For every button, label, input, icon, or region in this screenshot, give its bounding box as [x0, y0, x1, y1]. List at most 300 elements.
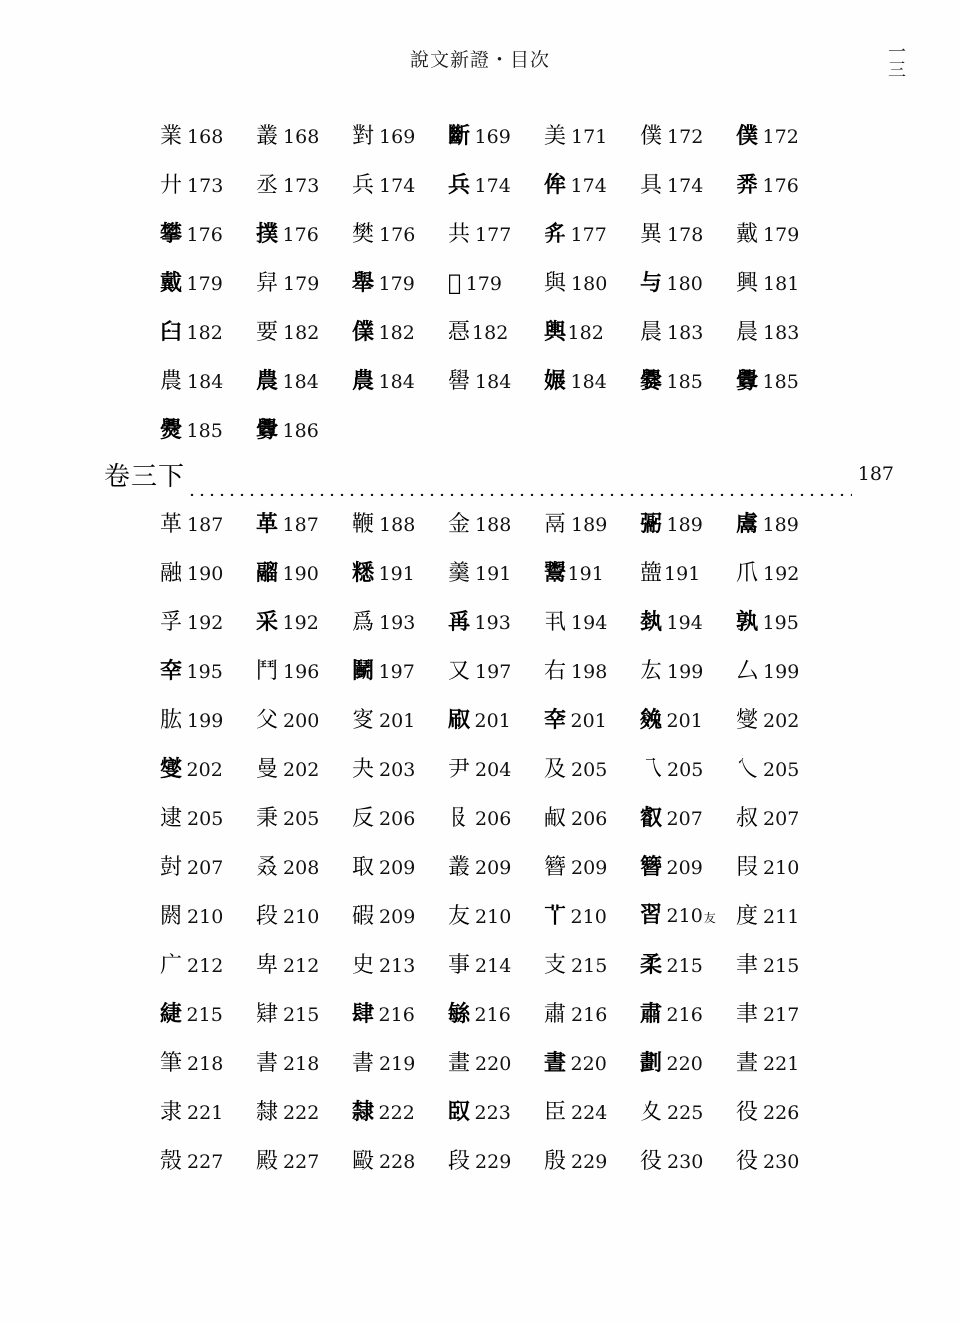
- entry-page-number: 172: [762, 126, 799, 148]
- entry-glyph: 鬭: [352, 658, 374, 684]
- toc-entry[interactable]: [640, 222, 736, 248]
- toc-row: [160, 308, 832, 357]
- toc-entry[interactable]: [160, 561, 256, 587]
- entry-page-number: 172: [667, 125, 704, 148]
- toc-entry[interactable]: [544, 1050, 640, 1077]
- toc-entry[interactable]: [448, 609, 544, 636]
- entry-glyph: 叚: [736, 854, 759, 880]
- toc-entry[interactable]: [640, 609, 736, 636]
- toc-entry[interactable]: [448, 270, 544, 297]
- toc-entry[interactable]: [448, 512, 544, 538]
- entry-page-number: 179: [186, 273, 223, 295]
- toc-entry[interactable]: [352, 173, 448, 199]
- toc-row: [160, 647, 832, 696]
- entry-glyph: 毆: [352, 1148, 375, 1174]
- toc-entry[interactable]: [256, 417, 352, 444]
- entry-glyph: 卑: [256, 952, 279, 978]
- toc-entry[interactable]: [736, 123, 832, 150]
- entry-glyph: 䊝: [352, 560, 374, 586]
- entry-glyph: 肅: [544, 1001, 567, 1027]
- entry-glyph: 及: [544, 756, 567, 782]
- entry-glyph: 聿: [736, 952, 759, 978]
- toc-entry[interactable]: [160, 173, 256, 199]
- toc-entry[interactable]: [352, 806, 448, 832]
- entry-page-number: 217: [763, 1003, 800, 1026]
- toc-entry[interactable]: [352, 1149, 448, 1175]
- entry-glyph: 度: [736, 903, 759, 929]
- entry-page-number: 207: [666, 808, 703, 830]
- entry-glyph: 興: [736, 270, 759, 296]
- entry-page-number: 229: [475, 1150, 512, 1173]
- volume-label: 卷三下: [104, 461, 186, 492]
- entry-page-number: 178: [667, 223, 704, 246]
- entry-glyph: 䋣: [448, 1001, 470, 1027]
- toc-entry[interactable]: [544, 757, 640, 783]
- toc-entry[interactable]: [640, 173, 736, 199]
- entry-page-number: 228: [379, 1150, 416, 1173]
- toc-entry[interactable]: [736, 561, 832, 587]
- toc-entry[interactable]: [448, 904, 544, 930]
- toc-entry[interactable]: [448, 1051, 544, 1077]
- entry-page-number: 176: [762, 175, 799, 197]
- entry-glyph: 燮: [160, 756, 182, 782]
- entry-glyph: 㸑: [160, 417, 182, 443]
- entry-glyph: 㚔: [544, 707, 566, 733]
- toc-entry[interactable]: [256, 1051, 352, 1077]
- toc-entry[interactable]: [640, 270, 736, 297]
- toc-entry[interactable]: [544, 1100, 640, 1126]
- toc-entry[interactable]: [736, 1149, 832, 1175]
- toc-entry[interactable]: [544, 903, 640, 930]
- toc-entry[interactable]: [736, 806, 832, 832]
- entry-page-number: 220: [570, 1053, 607, 1075]
- toc-entry[interactable]: [448, 172, 544, 199]
- entry-glyph: 斷: [448, 123, 470, 149]
- toc-entry[interactable]: [544, 953, 640, 979]
- entry-glyph: 異: [640, 221, 663, 247]
- toc-entry[interactable]: [256, 1149, 352, 1175]
- entry-glyph: 燮: [736, 707, 759, 733]
- entry-glyph: 美: [544, 123, 567, 149]
- entry-page-number: 216: [378, 1004, 415, 1026]
- entry-page-number: 203: [379, 758, 416, 781]
- toc-entry[interactable]: [256, 511, 352, 538]
- entry-page-number: 189: [762, 514, 799, 536]
- toc-entry[interactable]: [160, 855, 256, 881]
- toc-entry[interactable]: [352, 1051, 448, 1077]
- toc-entry[interactable]: [640, 1001, 736, 1028]
- toc-entry[interactable]: [256, 953, 352, 979]
- entry-glyph: 夊: [640, 1099, 663, 1125]
- toc-row: [160, 259, 832, 308]
- entry-page-number: 168: [283, 125, 320, 148]
- toc-entry[interactable]: [736, 659, 832, 685]
- toc-row: [160, 941, 832, 990]
- entry-glyph: 革: [160, 511, 183, 537]
- entry-glyph: 右: [544, 658, 567, 684]
- toc-entry[interactable]: [352, 222, 448, 248]
- entry-glyph: 与: [640, 270, 662, 296]
- entry-glyph: 業: [160, 123, 183, 149]
- toc-entry[interactable]: [160, 1100, 256, 1126]
- toc-entry[interactable]: [352, 1001, 448, 1028]
- entry-glyph: 金: [448, 511, 471, 537]
- toc-entry[interactable]: [448, 855, 544, 881]
- toc-row: [160, 1039, 832, 1088]
- entry-page-number: 185: [762, 371, 799, 393]
- toc-entry[interactable]: [448, 806, 544, 832]
- entry-page-number: 179: [763, 223, 800, 246]
- toc-entry[interactable]: [736, 855, 832, 881]
- toc-entry[interactable]: [160, 512, 256, 538]
- toc-entry[interactable]: [448, 659, 544, 685]
- entry-glyph: 晝: [736, 1050, 759, 1076]
- toc-entry[interactable]: [352, 368, 448, 395]
- toc-entry[interactable]: [640, 561, 736, 587]
- toc-entry[interactable]: [352, 610, 448, 636]
- folio-number: 一三: [885, 42, 906, 78]
- entry-page-number: 182: [186, 322, 223, 344]
- toc-entry[interactable]: [544, 560, 640, 587]
- entry-page-number: 202: [283, 758, 320, 781]
- entry-page-number: 176: [379, 223, 416, 246]
- toc-entry[interactable]: [736, 172, 832, 199]
- entry-glyph: 柔: [640, 952, 662, 978]
- toc-entry[interactable]: [256, 368, 352, 395]
- entry-glyph: 筆: [160, 1050, 183, 1076]
- entry-glyph: 夬: [352, 756, 375, 782]
- toc-entry[interactable]: [736, 609, 832, 636]
- entry-page-number: 192: [282, 612, 319, 634]
- toc-entry[interactable]: [640, 320, 736, 346]
- entry-glyph: 𦥛: [448, 270, 461, 296]
- toc-entry[interactable]: [160, 806, 256, 832]
- toc-entry[interactable]: [544, 1002, 640, 1028]
- toc-entry[interactable]: [544, 172, 640, 199]
- entry-page-number: 224: [571, 1101, 608, 1124]
- toc-entry[interactable]: [448, 953, 544, 979]
- entry-glyph: 晨: [640, 319, 663, 345]
- entry-glyph: 具: [640, 172, 663, 198]
- toc-entry[interactable]: [640, 757, 736, 783]
- entry-glyph: 采: [256, 609, 278, 635]
- entry-glyph: 史: [352, 952, 375, 978]
- entry-glyph: 乁: [640, 756, 663, 782]
- toc-entry[interactable]: [256, 560, 352, 587]
- toc-entry[interactable]: [160, 610, 256, 636]
- entry-glyph: 殼: [160, 1148, 183, 1174]
- toc-entry[interactable]: [256, 271, 352, 297]
- entry-page-number: 205: [763, 758, 800, 781]
- entry-page-number: 194: [666, 612, 703, 634]
- toc-entry[interactable]: [640, 1100, 736, 1126]
- entry-page-number: 199: [763, 660, 800, 683]
- entry-glyph: 叒: [256, 854, 279, 880]
- toc-row: [160, 696, 832, 745]
- entry-page-number: 195: [762, 612, 799, 634]
- toc-entry[interactable]: [448, 1001, 544, 1028]
- toc-entry[interactable]: [544, 124, 640, 150]
- toc-entry[interactable]: [256, 1002, 352, 1028]
- toc-grid-lower: [160, 500, 832, 1186]
- entry-page-number: 226: [763, 1101, 800, 1124]
- toc-entry[interactable]: [544, 610, 640, 636]
- toc-entry[interactable]: [160, 1051, 256, 1077]
- toc-entry[interactable]: [256, 221, 352, 248]
- entry-glyph: 攀: [160, 221, 182, 247]
- entry-page-number: 209: [571, 856, 608, 879]
- entry-page-number: 229: [571, 1150, 608, 1173]
- entry-glyph: 役: [736, 1099, 759, 1125]
- toc-entry[interactable]: [256, 1100, 352, 1126]
- entry-page-number: 184: [187, 370, 224, 393]
- toc-entry[interactable]: [544, 512, 640, 538]
- entry-page-number: 190: [187, 562, 224, 585]
- toc-entry[interactable]: [640, 659, 736, 685]
- toc-entry[interactable]: [448, 369, 544, 395]
- toc-entry[interactable]: [256, 806, 352, 832]
- entry-glyph: 簪: [640, 854, 662, 880]
- entry-page-number: 205: [283, 807, 320, 830]
- toc-entry[interactable]: [352, 904, 448, 930]
- toc-entry[interactable]: [640, 124, 736, 150]
- toc-entry[interactable]: [640, 368, 736, 395]
- toc-entry[interactable]: [736, 271, 832, 297]
- toc-entry[interactable]: [736, 320, 832, 346]
- entry-page-number: 230: [667, 1150, 704, 1173]
- toc-entry[interactable]: [352, 512, 448, 538]
- entry-page-number: 222: [283, 1101, 320, 1124]
- toc-entry[interactable]: [352, 708, 448, 734]
- toc-entry[interactable]: [640, 805, 736, 832]
- toc-entry[interactable]: [640, 707, 736, 734]
- entry-page-number: 189: [666, 514, 703, 536]
- toc-entry[interactable]: [448, 123, 544, 150]
- entry-page-number: 216: [474, 1004, 511, 1026]
- toc-entry[interactable]: [736, 1051, 832, 1077]
- entry-glyph: 臣: [544, 1099, 567, 1125]
- toc-entry[interactable]: [352, 270, 448, 297]
- entry-page-number: 213: [379, 954, 416, 977]
- toc-entry[interactable]: [160, 221, 256, 248]
- entry-glyph: 𢍏: [736, 172, 758, 198]
- entry-glyph: 舉: [352, 270, 374, 296]
- entry-glyph: 尹: [448, 756, 471, 782]
- entry-page-number: 206: [379, 807, 416, 830]
- toc-entry[interactable]: [448, 561, 544, 587]
- toc-entry[interactable]: [544, 221, 640, 248]
- entry-page-number: 197: [378, 661, 415, 683]
- entry-page-number: 174: [379, 174, 416, 197]
- entry-page-number: 199: [667, 660, 704, 683]
- entry-page-number: 207: [763, 807, 800, 830]
- toc-entry[interactable]: [256, 124, 352, 150]
- entry-glyph: 對: [352, 123, 375, 149]
- toc-entry[interactable]: [352, 1099, 448, 1126]
- toc-entry[interactable]: [352, 124, 448, 150]
- entry-glyph: 㚔: [160, 658, 182, 684]
- toc-entry[interactable]: [352, 319, 448, 346]
- toc-entry[interactable]: [256, 659, 352, 685]
- entry-glyph: 叡: [640, 805, 662, 831]
- entry-glyph: 䀇: [640, 560, 663, 586]
- entry-glyph: 釁: [256, 417, 278, 443]
- entry-glyph: 父: [256, 707, 279, 733]
- toc-entry[interactable]: [544, 806, 640, 832]
- toc-entry[interactable]: [448, 1099, 544, 1126]
- toc-entry[interactable]: [256, 708, 352, 734]
- entry-glyph: 㥑: [448, 319, 471, 345]
- entry-page-number: 218: [283, 1052, 320, 1075]
- toc-entry[interactable]: [736, 1002, 832, 1028]
- toc-entry[interactable]: [352, 658, 448, 685]
- toc-entry[interactable]: [544, 659, 640, 685]
- entry-page-number: 221: [763, 1052, 800, 1075]
- toc-entry[interactable]: [640, 511, 736, 538]
- page-title: 說文新證・目次: [409, 49, 550, 71]
- entry-glyph: 爪: [736, 560, 759, 586]
- entry-glyph: 厷: [640, 658, 663, 684]
- entry-glyph: 晨: [736, 319, 759, 345]
- toc-entry[interactable]: [160, 904, 256, 930]
- toc-entry[interactable]: [736, 953, 832, 979]
- entry-page-number: 202: [763, 709, 800, 732]
- toc-entry[interactable]: [640, 1050, 736, 1077]
- toc-entry[interactable]: [352, 757, 448, 783]
- entry-page-number: 177: [570, 224, 607, 246]
- toc-entry[interactable]: [544, 319, 640, 346]
- toc-entry[interactable]: [256, 173, 352, 199]
- toc-entry[interactable]: [736, 904, 832, 930]
- toc-entry[interactable]: [640, 1149, 736, 1175]
- entry-page-number: 201: [570, 710, 607, 732]
- toc-entry[interactable]: [736, 368, 832, 395]
- entry-page-number: 180: [666, 273, 703, 295]
- toc-entry[interactable]: [352, 855, 448, 881]
- toc-entry[interactable]: [160, 1001, 256, 1028]
- entry-page-number: 180: [571, 272, 608, 295]
- entry-page-number: 171: [571, 125, 608, 148]
- toc-entry[interactable]: [544, 271, 640, 297]
- toc-entry[interactable]: [256, 320, 352, 346]
- entry-page-number: 188: [379, 513, 416, 536]
- entry-glyph: 僕: [736, 123, 758, 149]
- toc-row: [160, 406, 832, 455]
- toc-entry[interactable]: [544, 1149, 640, 1175]
- toc-entry[interactable]: [736, 1100, 832, 1126]
- toc-entry[interactable]: [544, 855, 640, 881]
- toc-entry[interactable]: [160, 953, 256, 979]
- entry-page-number: 210: [570, 906, 607, 928]
- toc-entry[interactable]: [256, 757, 352, 783]
- entry-page-number: 185: [186, 420, 223, 442]
- toc-entry[interactable]: [640, 952, 736, 979]
- entry-page-number: 179: [465, 273, 502, 295]
- entry-page-number: 230: [763, 1150, 800, 1173]
- toc-entry[interactable]: [160, 319, 256, 346]
- toc-entry[interactable]: [352, 560, 448, 587]
- entry-page-number: 209: [475, 856, 512, 879]
- toc-entry[interactable]: [448, 757, 544, 783]
- toc-entry[interactable]: [544, 707, 640, 734]
- volume-divider[interactable]: [104, 452, 894, 496]
- entry-page-number: 208: [283, 856, 320, 879]
- entry-page-number: 184: [475, 370, 512, 393]
- entry-page-number: 176: [186, 224, 223, 246]
- entry-page-number: 204: [475, 758, 512, 781]
- entry-page-number: 195: [186, 661, 223, 683]
- toc-entry[interactable]: [256, 855, 352, 881]
- entry-page-number: 220: [475, 1052, 512, 1075]
- toc-entry[interactable]: [544, 368, 640, 395]
- entry-page-number: 206: [571, 807, 608, 830]
- entry-page-number: 207: [187, 856, 224, 879]
- toc-entry[interactable]: [160, 369, 256, 395]
- toc-entry[interactable]: [352, 953, 448, 979]
- toc-entry[interactable]: [736, 708, 832, 734]
- entry-page-number: 206: [475, 807, 512, 830]
- toc-entry[interactable]: [736, 757, 832, 783]
- entry-page-number: 201: [474, 710, 511, 732]
- entry-glyph: 鬳: [736, 511, 758, 537]
- entry-page-number: 188: [475, 513, 512, 536]
- entry-page-number: 210: [283, 905, 320, 928]
- toc-entry[interactable]: [448, 222, 544, 248]
- toc-entry[interactable]: [160, 708, 256, 734]
- toc-entry[interactable]: [640, 854, 736, 881]
- toc-entry[interactable]: [160, 1149, 256, 1175]
- entry-page-number: 221: [187, 1101, 224, 1124]
- entry-glyph: 肅: [640, 1001, 662, 1027]
- entry-page-number: 189: [571, 513, 608, 536]
- toc-entry[interactable]: [448, 707, 544, 734]
- entry-glyph: 反: [352, 805, 375, 831]
- entry-glyph: 農: [352, 368, 374, 394]
- entry-page-number: 191: [378, 563, 415, 585]
- entry-glyph: 隸: [352, 1099, 374, 1125]
- toc-entry[interactable]: [256, 609, 352, 636]
- entry-glyph: 丞: [256, 172, 279, 198]
- entry-glyph: 㕙: [640, 707, 662, 733]
- entry-page-number: 210: [475, 905, 512, 928]
- toc-entry[interactable]: [256, 904, 352, 930]
- toc-entry[interactable]: [736, 222, 832, 248]
- toc-entry[interactable]: [160, 124, 256, 150]
- toc-row: [160, 598, 832, 647]
- entry-page-number: 215: [763, 954, 800, 977]
- entry-glyph: 革: [256, 511, 278, 537]
- entry-page-number: 223: [474, 1102, 511, 1124]
- toc-entry[interactable]: [160, 756, 256, 783]
- toc-entry[interactable]: [160, 270, 256, 297]
- toc-entry[interactable]: [448, 1149, 544, 1175]
- entry-glyph: 碬: [352, 903, 375, 929]
- entry-page-number: 197: [475, 660, 512, 683]
- entry-page-number: 210: [763, 856, 800, 879]
- entry-page-number: 179: [378, 273, 415, 295]
- toc-grid-upper: [160, 112, 832, 455]
- toc-entry[interactable]: [736, 511, 832, 538]
- toc-entry[interactable]: [160, 417, 256, 444]
- toc-row: [160, 500, 832, 549]
- toc-entry[interactable]: [160, 658, 256, 685]
- entry-glyph: 孰: [736, 609, 758, 635]
- toc-entry[interactable]: [640, 902, 736, 931]
- entry-glyph: 習: [640, 902, 662, 928]
- toc-row: [160, 1137, 832, 1186]
- toc-entry[interactable]: [448, 320, 544, 346]
- entry-page-number: 205: [667, 758, 704, 781]
